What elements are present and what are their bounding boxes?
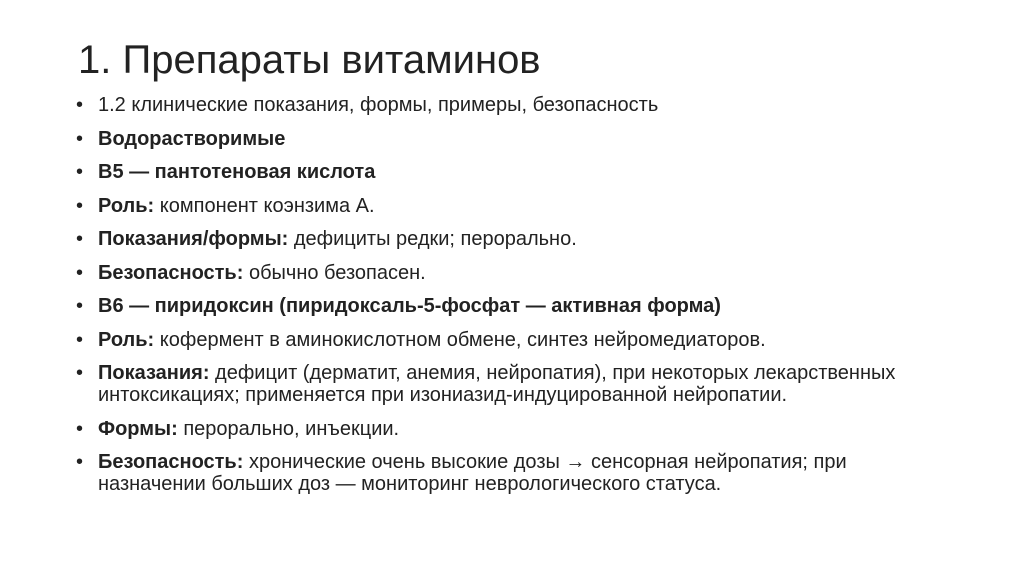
- bullet-text: дефициты редки; перорально.: [288, 228, 577, 250]
- bullet-marker: •: [76, 417, 84, 440]
- bullet-text: 1.2 клинические показания, формы, примеры, безопасность: [98, 94, 659, 116]
- bullet-text: компонент коэнзима А.: [154, 194, 375, 217]
- bullet-marker: •: [76, 295, 84, 317]
- bullet-marker: •: [76, 328, 84, 351]
- bullet-label: Водорастворимые: [98, 127, 286, 150]
- slide-title: 1. Препараты витаминов: [78, 38, 541, 82]
- bullet-item: [74, 451, 954, 495]
- bullet-item: [74, 161, 954, 183]
- bullet-item: [74, 94, 954, 116]
- bullet-item: [74, 195, 954, 217]
- bullet-marker: •: [76, 161, 84, 183]
- bullet-marker: •: [76, 194, 84, 217]
- bullet-label: Показания/формы:: [98, 228, 289, 250]
- bullet-label: Роль:: [98, 328, 155, 351]
- bullet-item: [74, 228, 954, 250]
- bullet-label: Роль:: [98, 194, 155, 217]
- bullet-list: [74, 94, 954, 507]
- bullet-marker: •: [76, 362, 84, 384]
- bullet-text: дефицит (дерматит, анемия, нейропатия), при некоторых лекарственных интоксикациях; применяется при изониазид-индуцированной нейропатии.: [98, 362, 896, 406]
- bullet-item: [74, 128, 954, 150]
- bullet-text: обычно безопасен.: [243, 261, 426, 284]
- bullet-text: перорально, инъекции.: [177, 417, 400, 440]
- bullet-marker: •: [76, 451, 84, 473]
- bullet-label: B6 — пиридоксин (пиридоксаль-5-фосфат — активная форма): [98, 295, 721, 317]
- bullet-item: [74, 418, 954, 440]
- bullet-label: Формы:: [98, 417, 178, 440]
- bullet-text: кофермент в аминокислотном обмене, синтез нейромедиаторов.: [154, 328, 766, 351]
- bullet-item: [74, 295, 954, 317]
- bullet-marker: •: [76, 94, 84, 116]
- bullet-label: Показания:: [98, 362, 210, 384]
- bullet-marker: •: [76, 228, 84, 250]
- bullet-marker: •: [76, 127, 84, 150]
- bullet-marker: •: [76, 261, 84, 284]
- bullet-label: B5 — пантотеновая кислота: [98, 161, 376, 183]
- bullet-text: хронические очень высокие дозы → сенсорная нейропатия; при назначении больших доз — мониторинг неврологического статуса.: [98, 451, 847, 495]
- bullet-item: [74, 362, 954, 406]
- bullet-label: Безопасность:: [98, 261, 244, 284]
- bullet-label: Безопасность:: [98, 451, 244, 473]
- bullet-item: [74, 262, 954, 284]
- bullet-item: [74, 329, 954, 351]
